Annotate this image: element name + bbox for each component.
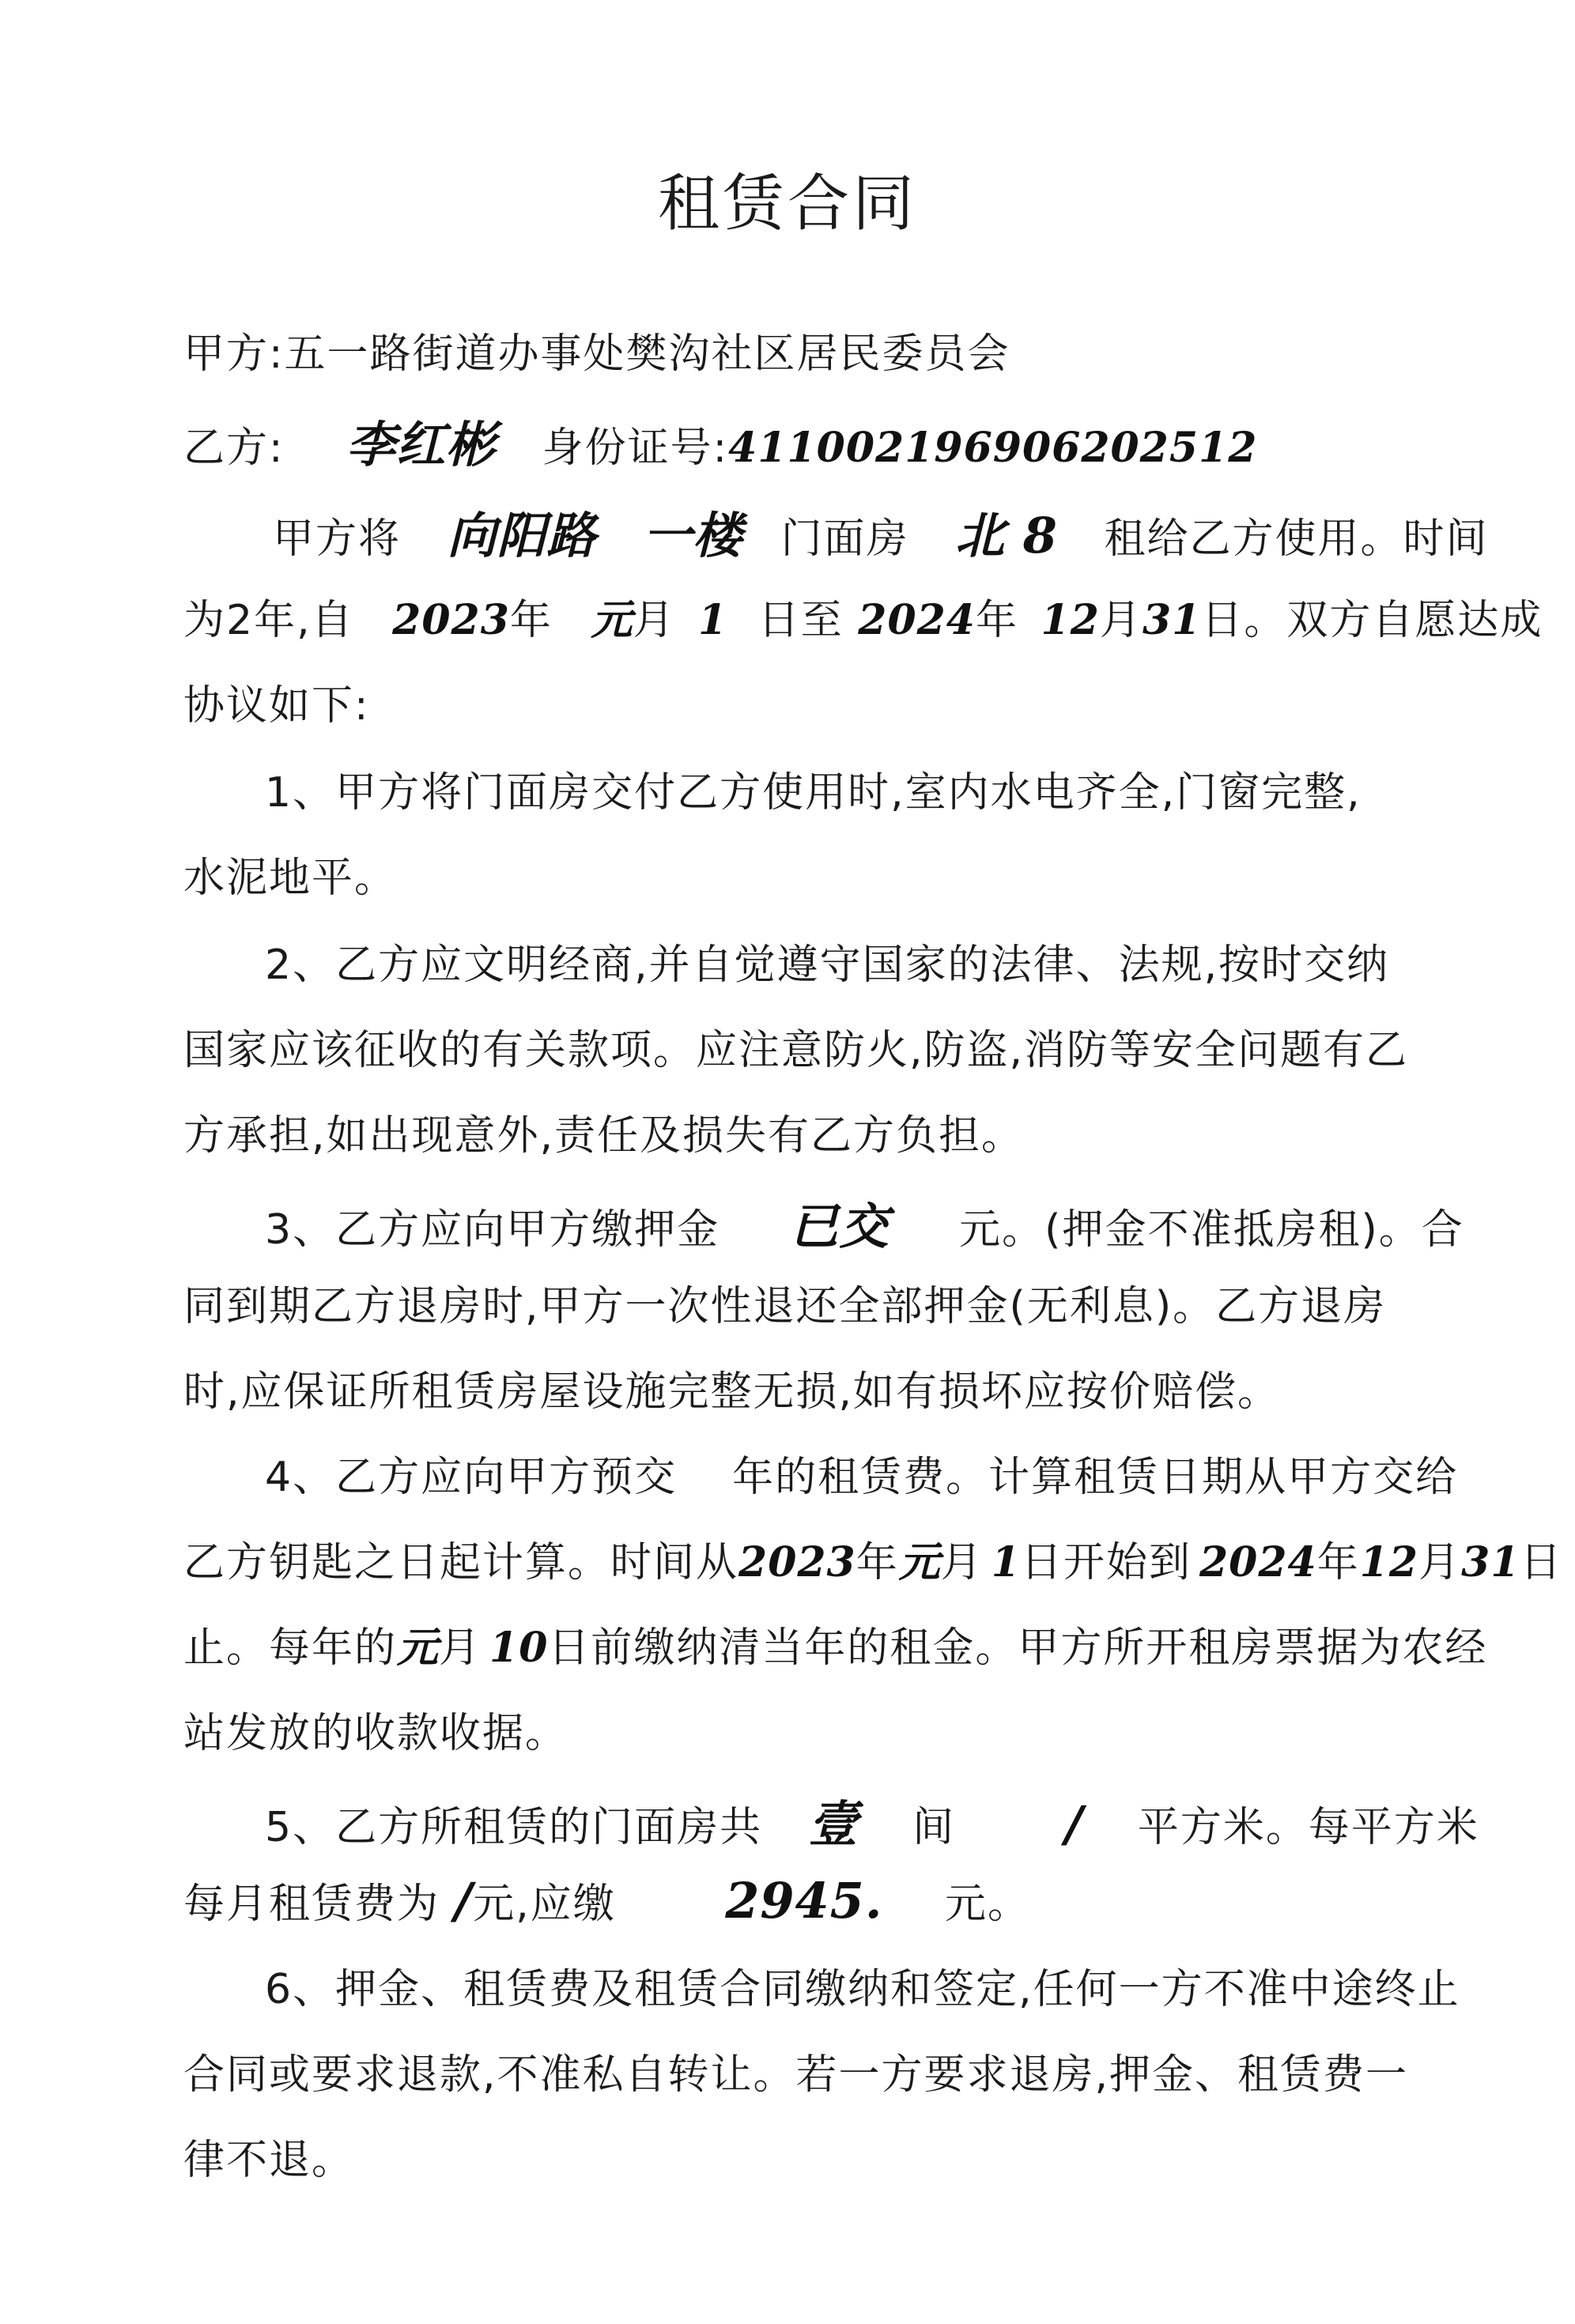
clause-2-line-3: 方承担,如出现意外,责任及损失有乙方负担。 xyxy=(183,1112,1025,1160)
clause-text: 每月租赁费为 xyxy=(183,1881,440,1928)
id-label: 身份证号: xyxy=(542,424,729,472)
end-day-handwritten: 31 xyxy=(1142,596,1202,644)
clause-text: 3、乙方应向甲方缴押金 xyxy=(265,1206,720,1254)
clause-text: 乙方钥匙之日起计算。时间从 xyxy=(183,1539,739,1586)
end-month-handwritten: 12 xyxy=(1041,596,1100,644)
party-a-line xyxy=(183,320,1010,379)
clause-text: 月 xyxy=(1418,1539,1462,1586)
clause-text: 日开始到 xyxy=(1020,1539,1192,1586)
clause-text: 年 xyxy=(1316,1539,1360,1586)
clause-text: 平方米。每平方米 xyxy=(1137,1804,1479,1851)
year-to-handwritten: 2024 xyxy=(1199,1538,1317,1586)
road-handwritten: 向阳路 xyxy=(447,507,597,564)
clause-4-line-4: 站发放的收款收据。 xyxy=(183,1710,568,1757)
intro-line-2 xyxy=(183,587,1543,646)
clause-4-line-1 xyxy=(265,1443,1458,1503)
month-from-handwritten: 元 xyxy=(898,1538,941,1586)
clause-3-line-1 xyxy=(265,1187,1464,1258)
room-count-handwritten: 壹 xyxy=(808,1795,859,1853)
clause-text: 日前缴纳清当年的租金。甲方所开租房票据为农经 xyxy=(548,1624,1488,1672)
amount-handwritten: 2945. xyxy=(725,1872,883,1930)
clause-2-line-1: 2、乙方应文明经商,并自觉遵守国家的法律、法规,按时交纳 xyxy=(265,941,1390,989)
document-title: 租赁合同 xyxy=(657,168,917,240)
intro-text: 租给乙方使用。时间 xyxy=(1104,515,1489,563)
intro-line-3: 协议如下: xyxy=(183,682,370,730)
clause-text: 月 xyxy=(940,1539,984,1586)
clause-3-line-2: 同到期乙方退房时,甲方一次性退还全部押金(无利息)。乙方退房 xyxy=(183,1283,1387,1330)
clause-text: 元。(押金不准抵房租)。合 xyxy=(959,1206,1464,1254)
pay-month-handwritten: 元 xyxy=(397,1624,440,1672)
start-year-handwritten: 2023 xyxy=(392,596,510,644)
party-a-value: 五一路街道办事处樊沟社区居民委员会 xyxy=(284,330,1010,378)
clause-text: 间 xyxy=(912,1804,956,1851)
start-month-handwritten: 元 xyxy=(591,596,633,644)
clause-text: 4、乙方应向甲方预交 xyxy=(265,1454,678,1501)
clause-2-line-2: 国家应该征收的有关款项。应注意防火,防盗,消防等安全问题有乙 xyxy=(183,1027,1409,1074)
intro-text: 甲方将 xyxy=(273,515,402,563)
day-to-handwritten: 31 xyxy=(1461,1538,1520,1586)
party-b-label: 乙方: xyxy=(183,424,285,472)
clause-text: 元,应缴 xyxy=(473,1881,616,1928)
intro-text: 月 xyxy=(633,597,676,644)
deposit-handwritten: 已交 xyxy=(789,1198,889,1255)
pay-day-handwritten: 10 xyxy=(489,1624,549,1672)
intro-text: 年 xyxy=(976,597,1019,644)
clause-text: 止。每年的 xyxy=(183,1624,398,1672)
id-number-handwritten: 411002196906202512 xyxy=(728,424,1258,472)
party-a-label: 甲方: xyxy=(183,330,285,378)
intro-text: 门面房 xyxy=(780,515,909,563)
clause-text: 日 xyxy=(1520,1539,1563,1586)
month-to-handwritten: 12 xyxy=(1359,1538,1419,1586)
party-b-name-handwritten: 李红彬 xyxy=(346,416,497,473)
clause-1-line-2: 水泥地平。 xyxy=(183,855,398,902)
clause-5-line-2 xyxy=(183,1870,1030,1930)
clause-4-line-2 xyxy=(183,1529,1563,1588)
intro-text: 日至 xyxy=(757,597,844,644)
intro-line-1 xyxy=(273,496,1488,567)
intro-text: 日。双方自愿达成 xyxy=(1201,597,1543,644)
day-from-handwritten: 1 xyxy=(991,1538,1021,1586)
intro-text: 年 xyxy=(509,597,553,644)
clause-4-line-3 xyxy=(183,1614,1487,1673)
clause-6-line-2: 合同或要求退款,不准私自转让。若一方要求退房,押金、租赁费一 xyxy=(183,2051,1409,2099)
clause-text: 元。 xyxy=(944,1881,1030,1928)
unit-handwritten: 北 8 xyxy=(955,507,1058,564)
clause-text: 年 xyxy=(855,1539,899,1586)
clause-1-line-1: 1、甲方将门面房交付乙方使用时,室内水电齐全,门窗完整, xyxy=(265,769,1362,817)
clause-5-line-1 xyxy=(265,1785,1479,1855)
intro-text: 为2年,自 xyxy=(183,597,354,644)
floor-handwritten: 一楼 xyxy=(643,507,743,564)
intro-text: 月 xyxy=(1099,597,1143,644)
end-year-handwritten: 2024 xyxy=(858,596,976,644)
party-b-line xyxy=(183,406,1257,476)
rate-handwritten: / xyxy=(454,1872,474,1930)
clause-6-line-1: 6、押金、租赁费及租赁合同缴纳和签定,任何一方不准中途终止 xyxy=(265,1966,1460,2013)
year-from-handwritten: 2023 xyxy=(738,1538,856,1586)
start-day-handwritten: 1 xyxy=(698,596,728,644)
clause-3-line-3: 时,应保证所租赁房屋设施完整无损,如有损坏应按价赔偿。 xyxy=(183,1368,1281,1416)
clause-text: 5、乙方所租赁的门面房共 xyxy=(265,1804,763,1851)
clause-text: 年的租赁费。计算租赁日期从甲方交给 xyxy=(732,1454,1459,1501)
clause-6-line-3: 律不退。 xyxy=(183,2137,355,2184)
clause-text: 月 xyxy=(439,1624,482,1672)
area-handwritten: / xyxy=(1064,1795,1084,1853)
